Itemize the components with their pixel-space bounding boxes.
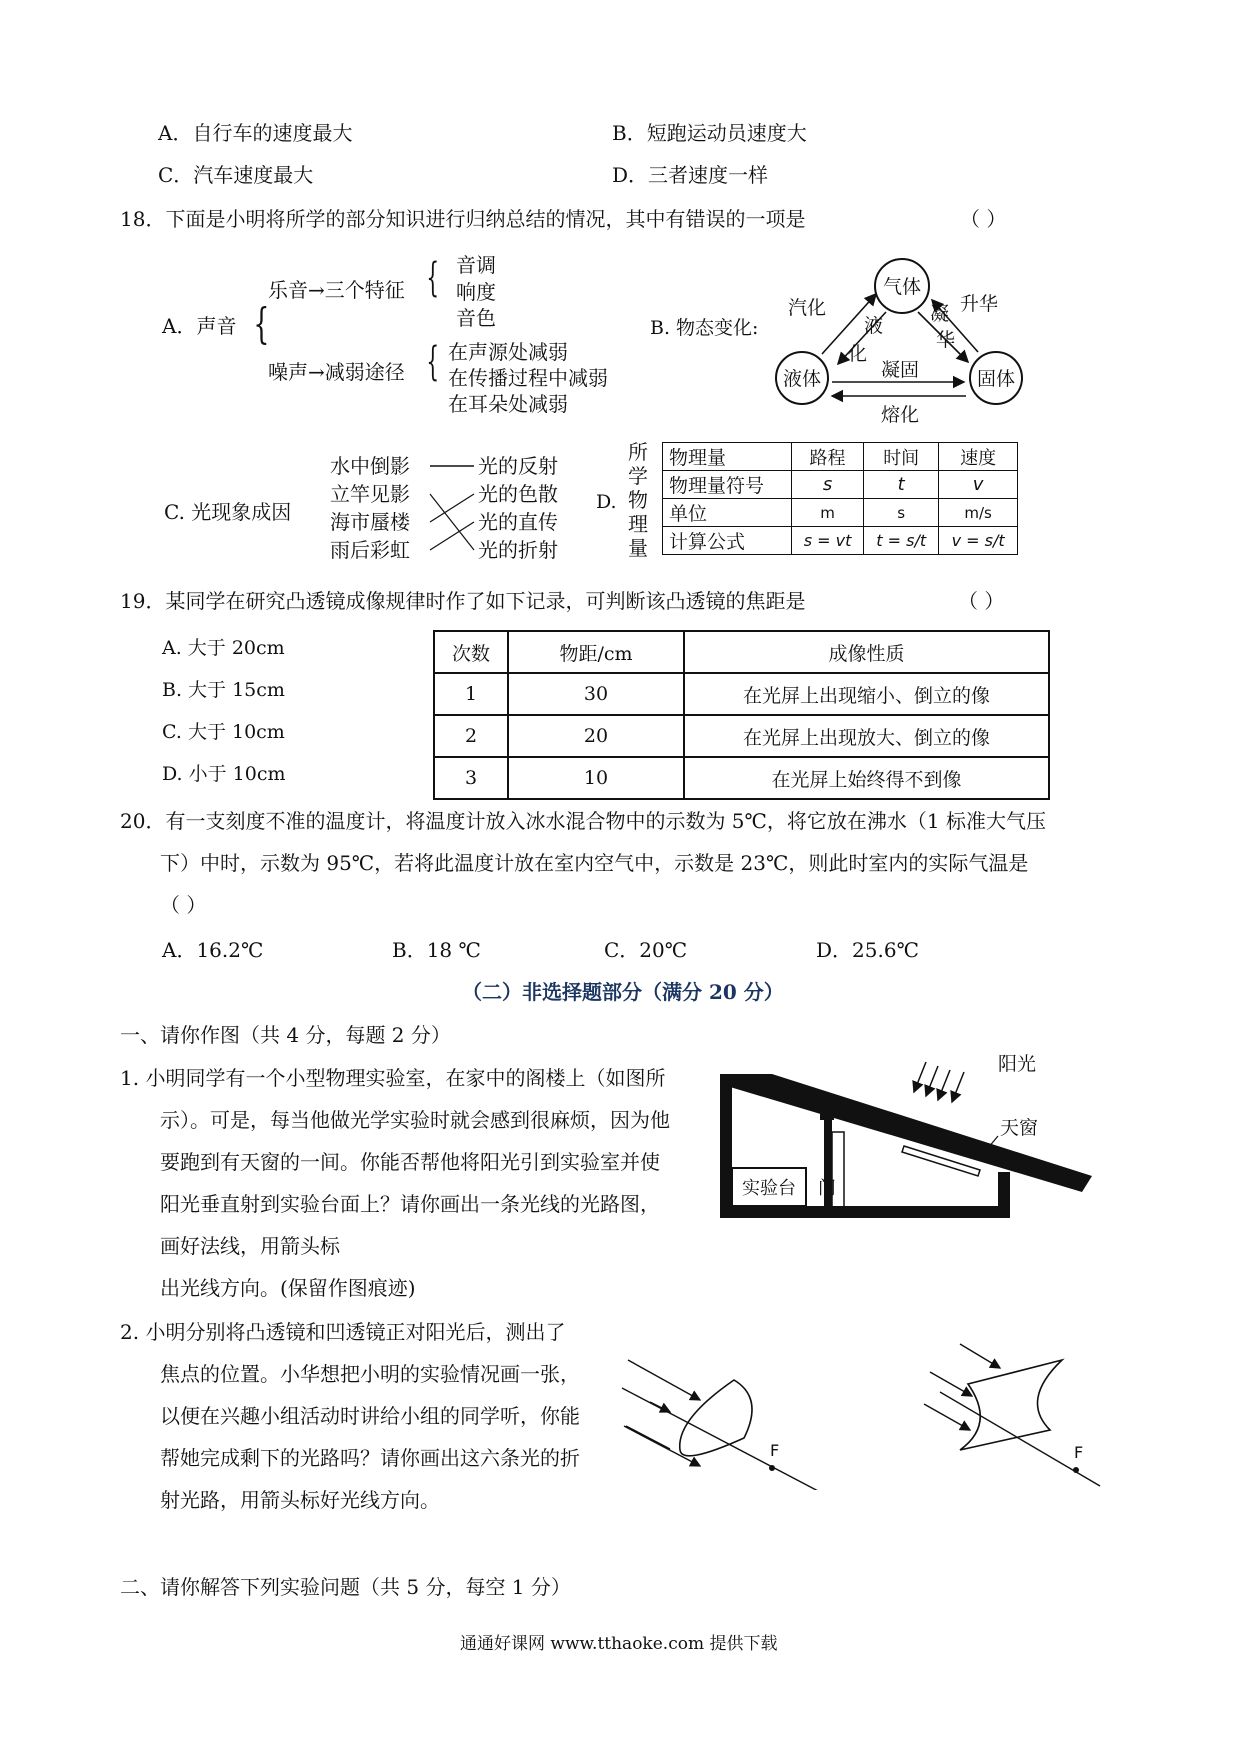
sun-ray [938,1070,950,1100]
table-cell: 物理量 [663,443,792,471]
sun-ray [914,1062,926,1092]
q18-c-left-2: 立竿见影 [330,482,410,506]
q20-option-d: D．25.6℃ [816,938,919,962]
table-cell: s [864,499,939,527]
q17-option-d: D．三者速度一样 [612,163,769,187]
q18-a-way-3: 在耳朵处减弱 [448,392,568,416]
q19-option-b: B. 大于 15cm [162,679,285,701]
table-cell: 物理量符号 [663,471,792,499]
p1q1-line-2: 示）。可是，每当他做光学实验时就会感到很麻烦，因为他 [160,1108,670,1132]
q18-a-trait-3: 音色 [456,306,496,330]
q18-answer-paren: （ ） [960,207,1007,231]
table-cell: 30 [508,673,684,715]
q18-c-left-3: 海市蜃楼 [330,510,410,534]
liquefy-label-2: 化 [848,343,868,365]
table-cell: t = s/t [864,527,939,555]
incident-ray [628,1360,700,1400]
q20-line-3: （ ） [160,893,207,917]
incident-ray [960,1344,1000,1368]
solid-label: 固体 [976,368,1016,390]
table-cell: 单位 [663,499,792,527]
gas-label: 气体 [882,276,922,298]
table-cell: m/s [939,499,1018,527]
table-cell: 2 [434,715,508,757]
q18-a-way-2: 在传播过程中减弱 [448,366,608,390]
p1q1-line-1: 1. 小明同学有一个小型物理实验室，在家中的阁楼上（如图所 [120,1066,666,1090]
p1q2-line-3: 以便在兴趣小组活动时讲给小组的同学听，你能 [160,1404,580,1428]
q18-d-side-2: 学 [628,464,648,488]
incident-ray [624,1426,700,1466]
right-wall [998,1172,1010,1218]
q18-c-label: C. 光现象成因 [164,500,292,524]
section-title: （二）非选择题部分（满分 20 分） [462,980,784,1004]
q18-b-state-diagram [760,250,1040,430]
melt-label: 熔化 [880,404,920,426]
concave-lens [960,1360,1062,1450]
p1q2-line-1: 2. 小明分别将凸透镜和凹透镜正对阳光后，测出了 [120,1320,566,1344]
bench-label: 实验台 [742,1178,796,1199]
q19-answer-paren: （ ） [958,589,1005,613]
table-cell: v = s/t [939,527,1018,555]
table-cell: 在光屏上始终得不到像 [684,757,1049,799]
p1q1-line-6: 出光线方向。(保留作图痕迹) [160,1276,416,1300]
q19-option-d: D. 小于 10cm [162,763,286,785]
q18-a-trait-1: 音调 [456,253,496,277]
q20-option-b: B．18 ℃ [392,938,481,962]
p1q1-line-4: 阳光垂直射到实验台面上？请你画出一条光线的光路图， [160,1192,660,1216]
q18-a-noise: 噪声→减弱途径 [268,360,405,384]
table-cell: 速度 [939,443,1018,471]
q20-option-c: C．20℃ [604,938,688,962]
q18-a-way-1: 在声源处减弱 [448,340,568,364]
p1q2-line-4: 帮她完成剩下的光路吗？请你画出这六条光的折 [160,1446,580,1470]
q18-a-music: 乐音→三个特征 [268,278,405,302]
q19-option-a: A. 大于 20cm [162,637,285,659]
attic-figure [716,1046,1102,1218]
table-header-cell: 次数 [434,631,508,673]
p1q1-line-3: 要跑到有天窗的一间。你能否帮他将阳光引到实验室并使 [160,1150,660,1174]
table-cell: 1 [434,673,508,715]
incident-ray [924,1404,970,1430]
q19-option-c: C. 大于 10cm [162,721,285,743]
part1-heading: 一、请你作图（共 4 分，每题 2 分） [120,1023,451,1047]
table-cell: 路程 [791,443,863,471]
table-cell: 10 [508,757,684,799]
q18-c-right-1: 光的反射 [478,454,558,478]
q20-line-2: 下）中时，示数为 95℃，若将此温度计放在室内空气中，示数是 23℃，则此时室内的实际气温是 [160,851,1029,875]
sun-ray [926,1066,938,1096]
q18-c-right-4: 光的折射 [478,538,558,562]
table-cell: m [791,499,863,527]
q18-d-table [662,442,1018,555]
q17-option-c: C．汽车速度最大 [158,163,314,187]
table-header-cell: 物距/cm [508,631,684,673]
q19-stem: 19．某同学在研究凸透镜成像规律时作了如下记录，可判断该凸透镜的焦距是 [120,589,806,613]
q18-a-label: A．声音 [162,314,237,338]
table-row [663,443,1018,471]
table-cell: s [791,471,863,499]
focus-label: F [770,1441,780,1460]
table-cell: 在光屏上出现缩小、倒立的像 [684,673,1049,715]
concave-lens-figure [900,1320,1120,1500]
table-cell: t [864,471,939,499]
table-row [434,715,1049,757]
q18-a-brace: { [253,299,270,348]
sublimate-label: 升华 [960,293,999,315]
p1q2-line-5: 射光路，用箭头标好光线方向。 [160,1488,440,1512]
liquefy-label-1: 液 [864,315,884,337]
q18-a-brace-noise: { [426,339,440,385]
q18-a-trait-2: 响度 [456,280,496,304]
q18-d-side-3: 物 [628,488,648,512]
focus-point [769,1465,775,1471]
q18-c-connector-lines [428,456,478,566]
q18-c-left-4: 雨后彩虹 [330,538,410,562]
q18-c-left-1: 水中倒影 [330,454,410,478]
table-cell: 3 [434,757,508,799]
q18-b-label: B. 物态变化: [650,317,759,339]
table-row [663,499,1018,527]
skylight-label: 天窗 [1000,1117,1039,1139]
q18-d-label: D. [596,491,617,513]
part2-heading: 二、请你解答下列实验问题（共 5 分，每空 1 分） [120,1575,571,1599]
table-cell: 在光屏上出现放大、倒立的像 [684,715,1049,757]
convex-lens [680,1380,752,1456]
left-wall [720,1074,732,1218]
table-cell: v [939,471,1018,499]
sun-ray [952,1072,964,1102]
focus-label: F [1074,1443,1084,1462]
vaporize-label: 汽化 [788,297,827,319]
q20-option-a: A．16.2℃ [162,938,264,962]
q19-record-table [433,630,1050,800]
q18-d-side-5: 量 [628,536,648,560]
floor [720,1206,1010,1218]
liquid-label: 液体 [782,368,822,390]
desublimate-label-2: 华 [936,329,956,351]
table-row [663,527,1018,555]
table-row [434,673,1049,715]
q18-d-side-4: 理 [628,512,648,536]
convex-lens-figure [620,1330,820,1490]
footer-credit: 通通好课网 www.tthaoke.com 提供下载 [460,1634,778,1654]
p1q2-line-2: 焦点的位置。小华想把小明的实验情况画一张， [160,1362,580,1386]
focus-point [1073,1467,1079,1473]
table-cell: s = vt [791,527,863,555]
table-cell: 20 [508,715,684,757]
freeze-label: 凝固 [880,359,920,381]
incident-ray [930,1372,972,1396]
q18-d-side-1: 所 [628,440,648,464]
table-cell: 时间 [864,443,939,471]
q20-line-1: 20．有一支刻度不准的温度计，将温度计放入冰水混合物中的示数为 5℃，将它放在沸水（1 标准大气压 [120,809,1046,833]
table-cell: 计算公式 [663,527,792,555]
desublimate-label-1: 凝 [930,303,950,325]
p1q1-line-5: 画好法线，用箭头标 [160,1234,340,1258]
table-row [434,757,1049,799]
q17-option-a: A．自行车的速度最大 [158,121,353,145]
q18-a-brace-music: { [426,255,440,301]
q18-c-right-2: 光的色散 [478,482,558,506]
sunlight-label: 阳光 [998,1053,1037,1075]
door-label: 门 [818,1178,836,1199]
q18-c-right-3: 光的直传 [478,510,558,534]
table-row [663,471,1018,499]
table-row [434,631,1049,673]
q18-stem: 18．下面是小明将所学的部分知识进行归纳总结的情况，其中有错误的一项是 [120,207,806,231]
q17-option-b: B．短跑运动员速度大 [612,121,807,145]
table-header-cell: 成像性质 [684,631,1049,673]
